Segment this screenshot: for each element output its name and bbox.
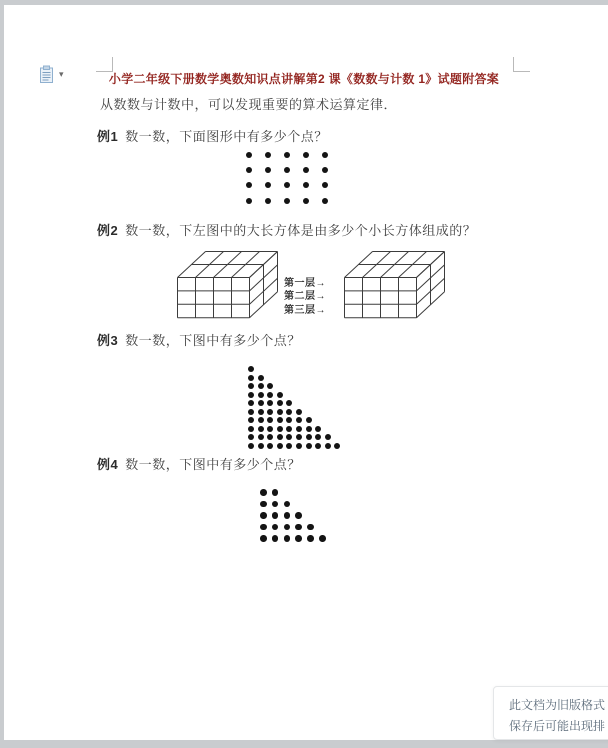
- dot: [284, 524, 291, 531]
- example1-dot-grid: [246, 152, 332, 204]
- example3-dot-triangle: [248, 366, 343, 450]
- dot: [248, 434, 254, 440]
- example2-cuboid-right: [343, 249, 447, 319]
- dot: [325, 434, 331, 440]
- dot: [296, 443, 302, 449]
- dot: [277, 417, 283, 423]
- example1-heading: [97, 126, 328, 145]
- dot: [260, 512, 267, 519]
- dot: [307, 535, 314, 542]
- dot: [267, 426, 273, 432]
- dot: [286, 434, 292, 440]
- dot: [267, 400, 273, 406]
- dot: [258, 426, 264, 432]
- dot: [322, 198, 328, 204]
- example3-heading: [97, 330, 301, 349]
- dot: [284, 512, 291, 519]
- dot: [306, 426, 312, 432]
- layer-label-1: 第一层→: [284, 278, 326, 289]
- dot: [322, 182, 328, 188]
- dot: [246, 152, 252, 158]
- dot: [315, 426, 321, 432]
- dot: [303, 182, 309, 188]
- example3-label: 例3: [97, 333, 119, 348]
- dot: [272, 535, 279, 542]
- dot: [258, 417, 264, 423]
- dot: [248, 417, 254, 423]
- dot: [267, 383, 273, 389]
- dot: [306, 443, 312, 449]
- dot: [315, 434, 321, 440]
- dot: [277, 400, 283, 406]
- dot: [319, 535, 326, 542]
- dot: [315, 443, 321, 449]
- document-title: 小学二年级下册数学奥数知识点讲解第2 课《数数与计数 1》试题附答案: [108, 72, 500, 86]
- dot: [322, 167, 328, 173]
- dot: [246, 198, 252, 204]
- dot: [258, 443, 264, 449]
- dot: [272, 489, 279, 496]
- dot: [260, 524, 267, 531]
- dot: [286, 417, 292, 423]
- dot: [246, 182, 252, 188]
- dot: [284, 198, 290, 204]
- dot: [265, 198, 271, 204]
- example4-dot-triangle: [260, 489, 330, 545]
- dot: [267, 409, 273, 415]
- dot: [277, 392, 283, 398]
- dot: [286, 409, 292, 415]
- dot: [303, 198, 309, 204]
- dot: [248, 375, 254, 381]
- dot: [267, 392, 273, 398]
- dot: [295, 512, 302, 519]
- dot: [284, 167, 290, 173]
- dot: [296, 426, 302, 432]
- dot: [286, 426, 292, 432]
- example4-heading: [97, 454, 301, 473]
- notification-line-2: 保存后可能出现排: [509, 719, 606, 733]
- dot: [296, 409, 302, 415]
- dot: [248, 383, 254, 389]
- intro-paragraph: 从数数与计数中，可以发现重要的算术运算定律．: [100, 97, 398, 112]
- layer-label-2: 第二层→: [284, 291, 326, 303]
- layer-label-3: 第三层→: [284, 304, 326, 316]
- dot: [295, 535, 302, 542]
- dot: [272, 512, 279, 519]
- dot: [258, 383, 264, 389]
- dot: [267, 434, 273, 440]
- dot: [295, 524, 302, 531]
- dot: [284, 501, 291, 508]
- format-notification: [493, 686, 608, 740]
- dot: [248, 443, 254, 449]
- dot: [248, 426, 254, 432]
- dot: [265, 167, 271, 173]
- dot: [258, 375, 264, 381]
- example2-question: 数一数，下左图中的大长方体是由多少个小长方体组成的？: [125, 223, 477, 238]
- dot: [260, 489, 267, 496]
- dot: [260, 501, 267, 508]
- notification-line-1: 此文档为旧版格式: [509, 698, 606, 712]
- dot: [248, 400, 254, 406]
- example2-cuboid-left: [176, 249, 280, 319]
- dot: [284, 182, 290, 188]
- example4-question: 数一数，下图中有多少个点？: [125, 457, 301, 472]
- example1-question: 数一数，下面图形中有多少个点？: [125, 129, 328, 144]
- example3-question: 数一数，下图中有多少个点？: [125, 333, 301, 348]
- dot: [303, 152, 309, 158]
- dot: [284, 152, 290, 158]
- example2-heading: [97, 220, 476, 239]
- layer-labels: [284, 277, 326, 317]
- dot: [277, 443, 283, 449]
- dot: [267, 443, 273, 449]
- dot: [258, 392, 264, 398]
- dot: [296, 417, 302, 423]
- dot: [303, 167, 309, 173]
- dot: [334, 443, 340, 449]
- dropdown-arrow-icon[interactable]: ▾: [59, 69, 64, 79]
- dot: [248, 392, 254, 398]
- dot: [296, 434, 302, 440]
- dot: [306, 417, 312, 423]
- dot: [246, 167, 252, 173]
- dot: [277, 434, 283, 440]
- dot: [260, 535, 267, 542]
- example2-label: 例2: [97, 223, 119, 238]
- dot: [284, 535, 291, 542]
- example1-label: 例1: [97, 129, 119, 144]
- dot: [267, 417, 273, 423]
- dot: [325, 443, 331, 449]
- example4-label: 例4: [97, 457, 119, 472]
- dot: [258, 400, 264, 406]
- dot: [265, 182, 271, 188]
- dot: [322, 152, 328, 158]
- dot: [265, 152, 271, 158]
- dot: [272, 501, 279, 508]
- dot: [286, 443, 292, 449]
- dot: [258, 434, 264, 440]
- dot: [307, 524, 314, 531]
- dot: [306, 434, 312, 440]
- dot: [248, 409, 254, 415]
- dot: [272, 524, 279, 531]
- dot: [286, 400, 292, 406]
- dot: [258, 409, 264, 415]
- dot: [277, 426, 283, 432]
- dot: [277, 409, 283, 415]
- dot: [248, 366, 254, 372]
